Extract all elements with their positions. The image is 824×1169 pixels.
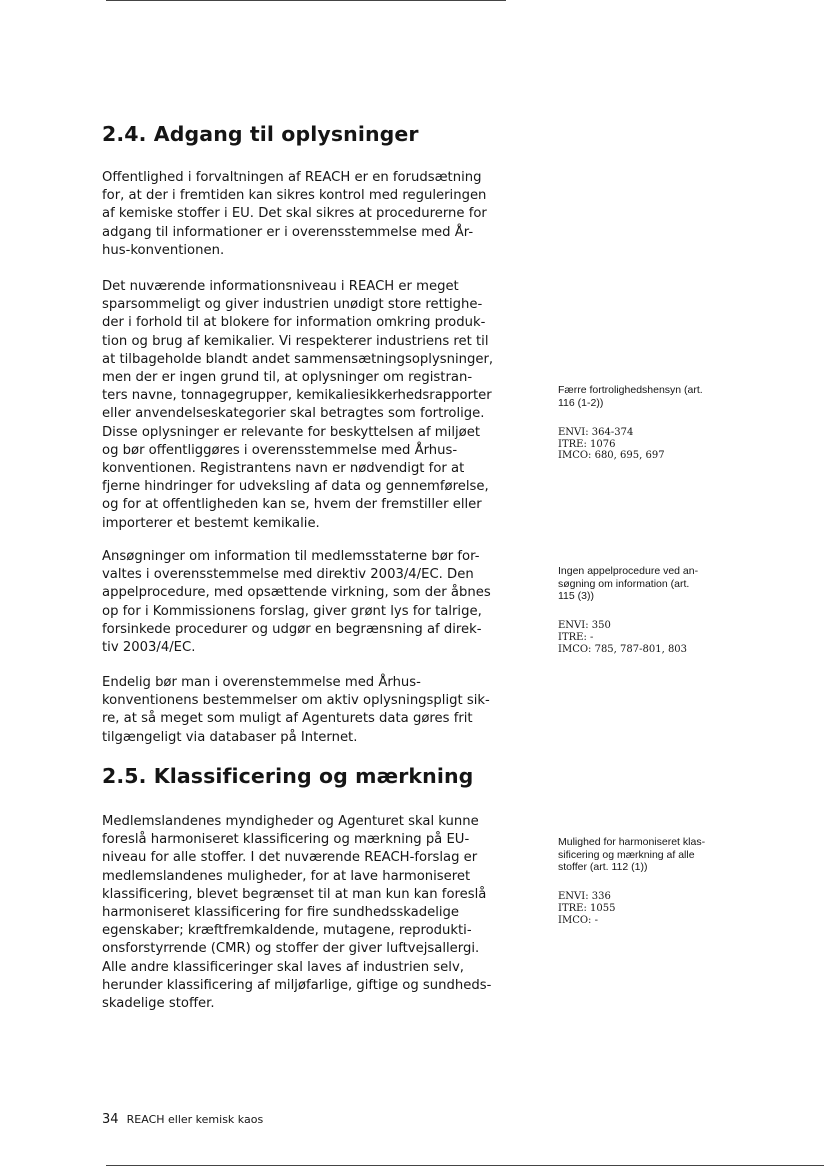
- margin-note-harmonised-classification: [558, 824, 758, 939]
- paragraph-aarhus: Endelig bør man i overenstemmelse med Århus- konventionens bestemmelser om aktiv oplysningspligt sik- re, at så meget som muligt af Agenturets data gøres frit tilgængeligt via databaser på Internet.: [102, 675, 490, 745]
- margin-note-refs: ENVI: 364-374 ITRE: 1076 IMCO: 680, 695, 697: [558, 427, 665, 462]
- section-heading-access-to-information: 2.4. Adgang til oplysninger: [102, 122, 419, 146]
- paragraph-classification: Medlemslandenes myndigheder og Agenturet skal kunne foreslå harmoniseret klassificering og mærkning på EU- niveau for alle stoffer. I det nuværende REACH-forslag er medlemslandenes muligheder, for at lave harmoniseret klassificering, blevet begrænset til at man kun kan foreslå harmoniseret klassificering for fire sundhedsskadelige egenskaber; kræftfremkaldende, mutagene, reprodukti- onsforstyrrende (CMR) og stoffer der giver luftvejsallergi. Alle andre klassificeringer skal laves af industrien selv, herunder klassificering af miljøfarlige, giftige og sundheds- skadelige stoffer.: [102, 814, 492, 1012]
- margin-note-title: Færre fortrolighedshensyn (art. 116 (1-2)): [558, 384, 703, 409]
- publication-title: REACH eller kemisk kaos: [126, 1113, 264, 1126]
- paragraph-information-level: Det nuværende informationsniveau i REACH er meget sparsommeligt og giver industrien unødigt store rettighe- der i forhold til at blokere for information omkring produk- tion og brug af kemikalier. Vi respekterer industriens ret til at tilbageholde blandt andet sammensætningsoplysninger, men der er ingen grund til, at oplysninger om registran- ters navne, tonnagegrupper, kemikaliesikkerhedsrapporter eller anvendelseskategorier skal betragtes som fortrolige. Disse oplysninger er relevante for beskyttelsen af miljøet og bør offentliggøres i overensstemmelse med Århus- konventionen. Registrantens navn er nødvendigt for at fjerne hindringer for udveksling af data og gennemførelse, og for at offentligheden kan se, hvem der fremstiller eller importerer et bestemt kemikalie.: [102, 279, 494, 531]
- section-heading-classification: 2.5. Klassificering og mærkning: [102, 764, 474, 788]
- margin-note-title: Ingen appelprocedure ved an- søgning om information (art. 115 (3)): [558, 565, 699, 602]
- margin-note-appeal-procedure: [558, 553, 758, 668]
- page-number: 34: [102, 1112, 119, 1127]
- page-footer: [102, 1108, 263, 1127]
- margin-note-title: Mulighed for harmoniseret klas- sificering og mærkning af alle stoffer (art. 112 (1)): [558, 836, 706, 873]
- paragraph-applications: Ansøgninger om information til medlemsstaterne bør for- valtes i overensstemmelse med direktiv 2003/4/EC. Den appelprocedure, med opsættende virkning, som der åbnes op for i Kommissionens forslag, giver grønt lys for talrige, forsinkede procedurer og udgør en begrænsning af direk- tiv 2003/4/EC.: [102, 549, 491, 656]
- bottom-rule: [106, 1165, 824, 1166]
- margin-note-refs: ENVI: 350 ITRE: - IMCO: 785, 787-801, 803: [558, 620, 688, 655]
- paragraph-public-access: Offentlighed i forvaltningen af REACH er en forudsætning for, at der i fremtiden kan sikres kontrol med reguleringen af kemiske stoffer i EU. Det skal sikres at procedurerne for adgang til informationer er i overensstemmelse med År- hus-konventionen.: [102, 170, 487, 258]
- margin-note-refs: ENVI: 336 ITRE: 1055 IMCO: -: [558, 891, 616, 926]
- margin-note-confidentiality: [558, 372, 758, 474]
- top-rule: [106, 0, 506, 1]
